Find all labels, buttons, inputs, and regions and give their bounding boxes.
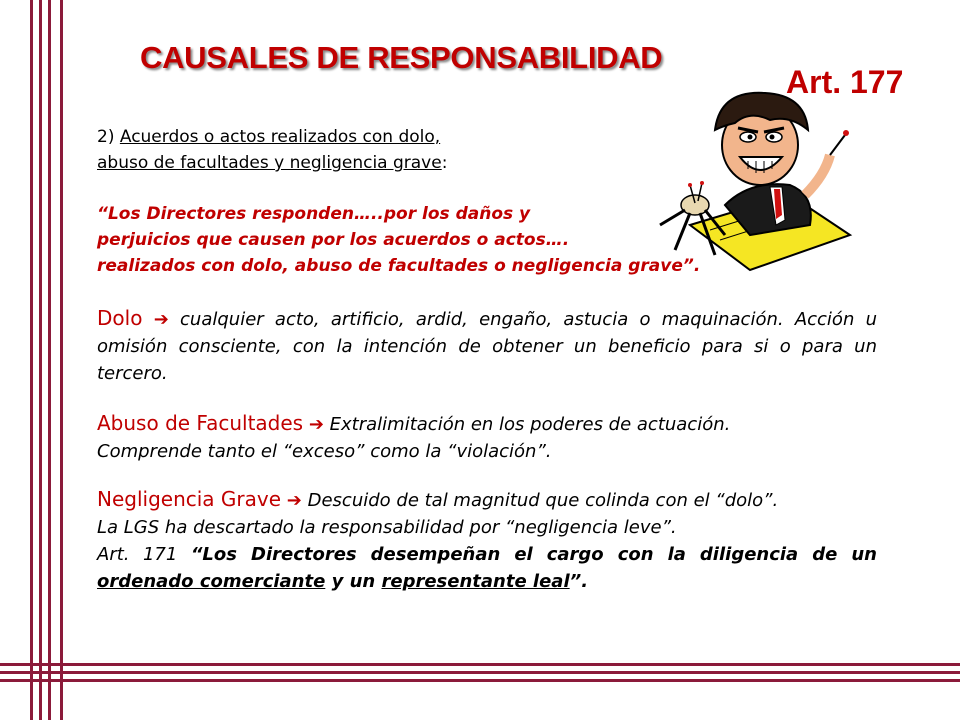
art-171-quote-end: ”. — [569, 571, 589, 592]
arrow-icon: ➔ — [286, 490, 302, 511]
left-border-line-3 — [48, 0, 51, 720]
art-171-quote-mid: y un — [325, 571, 382, 592]
abuso-line-2: Comprende tanto el “exceso” como la “violación”. — [97, 441, 552, 462]
heading-line-1: Acuerdos o actos realizados con dolo, — [119, 127, 441, 147]
dolo-text: cualquier acto, artificio, ardid, engaño, astucia o maquinación. Acción u omisión consciente, con la intención de obtener un beneficio para si o para un tercero. — [97, 309, 877, 384]
negligencia-definition — [97, 486, 877, 595]
quote-block — [97, 201, 877, 279]
bottom-border-line-3 — [0, 679, 960, 682]
bottom-border-line-1 — [0, 663, 960, 666]
negligencia-line-1: Descuido de tal magnitud que colinda con el “dolo”. — [307, 490, 779, 511]
slide-title: CAUSALES DE RESPONSABILIDAD — [140, 40, 663, 75]
dolo-term: Dolo — [97, 306, 143, 330]
dolo-definition — [97, 305, 877, 387]
arrow-icon: ➔ — [308, 414, 324, 435]
bottom-border-line-2 — [0, 671, 960, 674]
art-171-ref: Art. 171 — [97, 544, 178, 565]
article-171-quote — [97, 541, 877, 595]
heading-line-2: abuso de facultades y negligencia grave — [97, 153, 442, 173]
left-border-line-2 — [39, 0, 42, 720]
left-border-line-1 — [30, 0, 33, 720]
art-171-quote-start: “Los Directores desempeñan el cargo con la diligencia de un — [190, 544, 877, 565]
quote-line-1: “Los Directores responden…..por los daños y — [97, 204, 531, 224]
art-171-underline-2: representante leal — [381, 571, 570, 592]
quote-line-2: perjuicios que causen por los acuerdos o actos…. — [97, 230, 570, 250]
heading-number: 2) — [97, 127, 115, 147]
quote-line-3: realizados con dolo, abuso de facultades o negligencia grave”. — [97, 256, 701, 276]
heading-colon: : — [441, 153, 448, 173]
negligencia-line-2: La LGS ha descartado la responsabilidad por “negligencia leve”. — [97, 517, 677, 538]
left-border-line-4 — [60, 0, 63, 720]
art-171-underline-1: ordenado comerciante — [97, 571, 326, 592]
section-heading — [97, 124, 877, 176]
abuso-definition — [97, 410, 877, 465]
arrow-icon: ➔ — [153, 309, 169, 330]
abuso-term: Abuso de Facultades — [97, 411, 304, 435]
abuso-line-1: Extralimitación en los poderes de actuación. — [329, 414, 731, 435]
article-number: Art. 177 — [786, 64, 904, 100]
negligencia-term: Negligencia Grave — [97, 487, 282, 511]
